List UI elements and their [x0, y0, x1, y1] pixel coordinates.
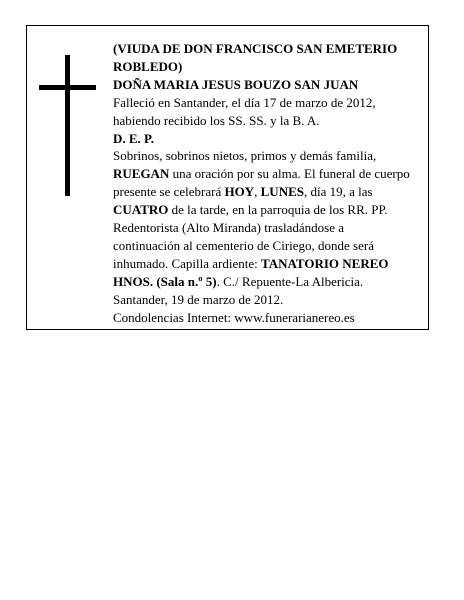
hoy-word: HOY: [224, 184, 255, 200]
separator-text: ,: [254, 184, 261, 200]
tanatorio-name: TANATORIO NEREO HNOS. (Sala n.º 5): [113, 255, 389, 289]
condolences-line: Condolencias Internet: www.funerarianereo.es: [113, 309, 355, 325]
funeral-details: [113, 147, 413, 290]
ruegan-word: RUEGAN: [113, 166, 170, 182]
cuatro-word: CUATRO: [113, 202, 169, 218]
lunes-word: LUNES: [260, 184, 304, 200]
funeral-text-3: de la tarde, en la parroquia de los RR. PP. Redentorista (Alto Miranda) trasladándose a continuación al cementerio de Ciriego, donde será inhumado. Capilla ardiente:: [113, 202, 388, 271]
cross-icon-horizontal-bar: [39, 85, 96, 90]
widow-heading: (VIUDA DE DON FRANCISCO SAN EMETERIO ROBLEDO): [113, 41, 398, 74]
deceased-name: DOÑA MARIA JESUS BOUZO SAN JUAN: [113, 76, 359, 92]
rip-abbreviation: D. E. P.: [113, 130, 155, 146]
obituary-text: [113, 40, 413, 327]
date-line: Santander, 19 de marzo de 2012.: [113, 291, 284, 307]
funeral-text-2: , día 19, a las: [304, 184, 373, 200]
funeral-text-1: una oración por su alma. El funeral de cuerpo presente se celebrará: [113, 166, 410, 200]
cross-icon-vertical-bar: [65, 55, 70, 196]
death-announcement: Falleció en Santander, el día 17 de marzo de 2012, habiendo recibido los SS. SS. y la B. A.: [113, 94, 376, 128]
family-intro: Sobrinos, sobrinos nietos, primos y demás familia,: [113, 148, 377, 164]
funeral-text-4: . C./ Repuente-La Albericia.: [216, 273, 364, 289]
